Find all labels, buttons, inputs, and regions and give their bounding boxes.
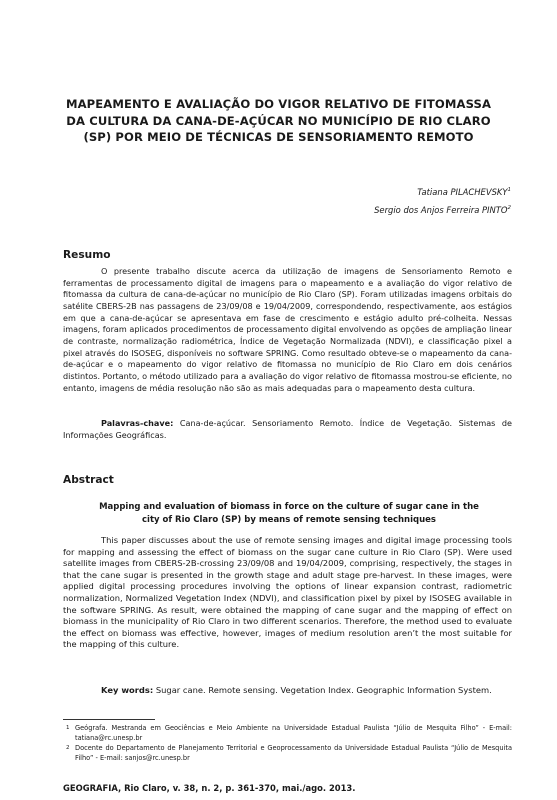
abstract-keywords [63,685,512,697]
author-1 [211,187,511,197]
resumo-heading: Resumo [63,249,111,261]
keywords-label: Palavras-chave: [101,418,174,428]
keywords-text: Cana-de-açúcar. Sensoriamento Remoto. Índice de Vegetação. Sistemas de Informações Geográficas. [63,418,512,440]
footnote-mark: 2 [66,745,70,751]
author-name: Sergio dos Anjos Ferreira PINTO [374,205,508,215]
resumo-keywords [63,418,512,441]
article-title: MAPEAMENTO E AVALIAÇÃO DO VIGOR RELATIVO DE FITOMASSA DA CULTURA DA CANA-DE-AÇÚCAR NO MUNICÍPIO DE RIO CLARO (SP) POR MEIO DE TÉCNICAS DE SENSORIAMENTO REMOTO [65,97,492,144]
keywords-label: Key words: [101,685,154,695]
footnote-mark: 1 [66,725,70,731]
keywords-text: Sugar cane. Remote sensing. Vegetation Index. Geographic Information System. [155,685,492,695]
journal-citation: GEOGRAFIA, Rio Claro, v. 38, n. 2, p. 361-370, mai./ago. 2013. [63,783,356,793]
abstract-heading: Abstract [63,474,114,486]
footnote-1 [63,723,512,744]
footnote-2 [63,743,512,764]
author-name: Tatiana PILACHEVSKY [417,187,508,197]
footnote-divider [63,719,155,720]
abstract-body: This paper discusses about the use of remote sensing images and digital image processing tools for mapping and assessing the effect of biomass on the sugar cane culture in Rio Claro (SP). Were used satellite images from CBERS-2B-crossing 23/09/08 and 19/04/2009, comprising, respectively, the stages in that the cane sugar is presented in the growth stage and adult stage pre-harvest. In these images, were applied digital processing procedures involving the options of linear expansion contrast, radiometric normalization, Normalized Vegetation Index (NDVI), and classification pixel by pixel by ISOSEG available in the software SPRING. As result, were obtained the mapping of cane sugar and the mapping of effect on biomass in the municipality of Rio Claro in two different scenarios. Therefore, the method used to evaluate the effect on biomass was effective, however, images of medium resolution aren’t the most suitable for the mapping of this culture. [63,535,512,650]
abstract-title: Mapping and evaluation of biomass in force on the culture of sugar cane in the city of Rio Claro (SP) by means of remote sensing techniques [99,502,479,525]
footnote-text: Docente do Departamento de Planejamento Territorial e Geoprocessamento da Universidade Estadual Paulista “Júlio de Mesquita Filho” - E-mail: sanjos@rc.unesp.br [75,744,512,763]
footnote-mark: 1 [507,187,511,194]
resumo-body: O presente trabalho discute acerca da utilização de imagens de Sensoriamento Remoto e ferramentas de processamento digital de imagens para o mapeamento e a avaliação do vigor relativo de fitomassa da cultura de cana-de-açúcar no município de Rio Claro (SP). Foram utilizadas imagens orbitais do satélite CBERS-2B nas passagens de 23/09/08 e 19/04/2009, correspondendo, respectivamente, aos estágios em que a cana-de-açúcar se apresentava em fase de crescimento e estágio adulto pré-colheita. Nessas imagens, foram aplicados procedimentos de processamento digital envolvendo as opções de ampliação linear de contraste, normalização radiométrica, Índice de Vegetação Normalizada (NDVI), e classificação pixel a pixel através do ISOSEG, disponíveis no software SPRING. Como resultado obteve-se o mapeamento da cana-de-açúcar e o mapeamento do vigor relativo de fitomassa no município de Rio Claro em dois cenários distintos. Portanto, o método utilizado para a avaliação do vigor relativo de fitomassa mostrou-se eficiente, no entanto, imagens de média resolução não são as mais adequadas para o mapeamento desta cultura. [63,266,512,393]
footnote-mark: 2 [507,205,511,212]
author-2 [211,205,511,215]
footnote-text: Geógrafa. Mestranda em Geociências e Meio Ambiente na Universidade Estadual Paulista “Júlio de Mesquita Filho” - E-mail: tatiana@rc.unesp.br [75,724,512,743]
